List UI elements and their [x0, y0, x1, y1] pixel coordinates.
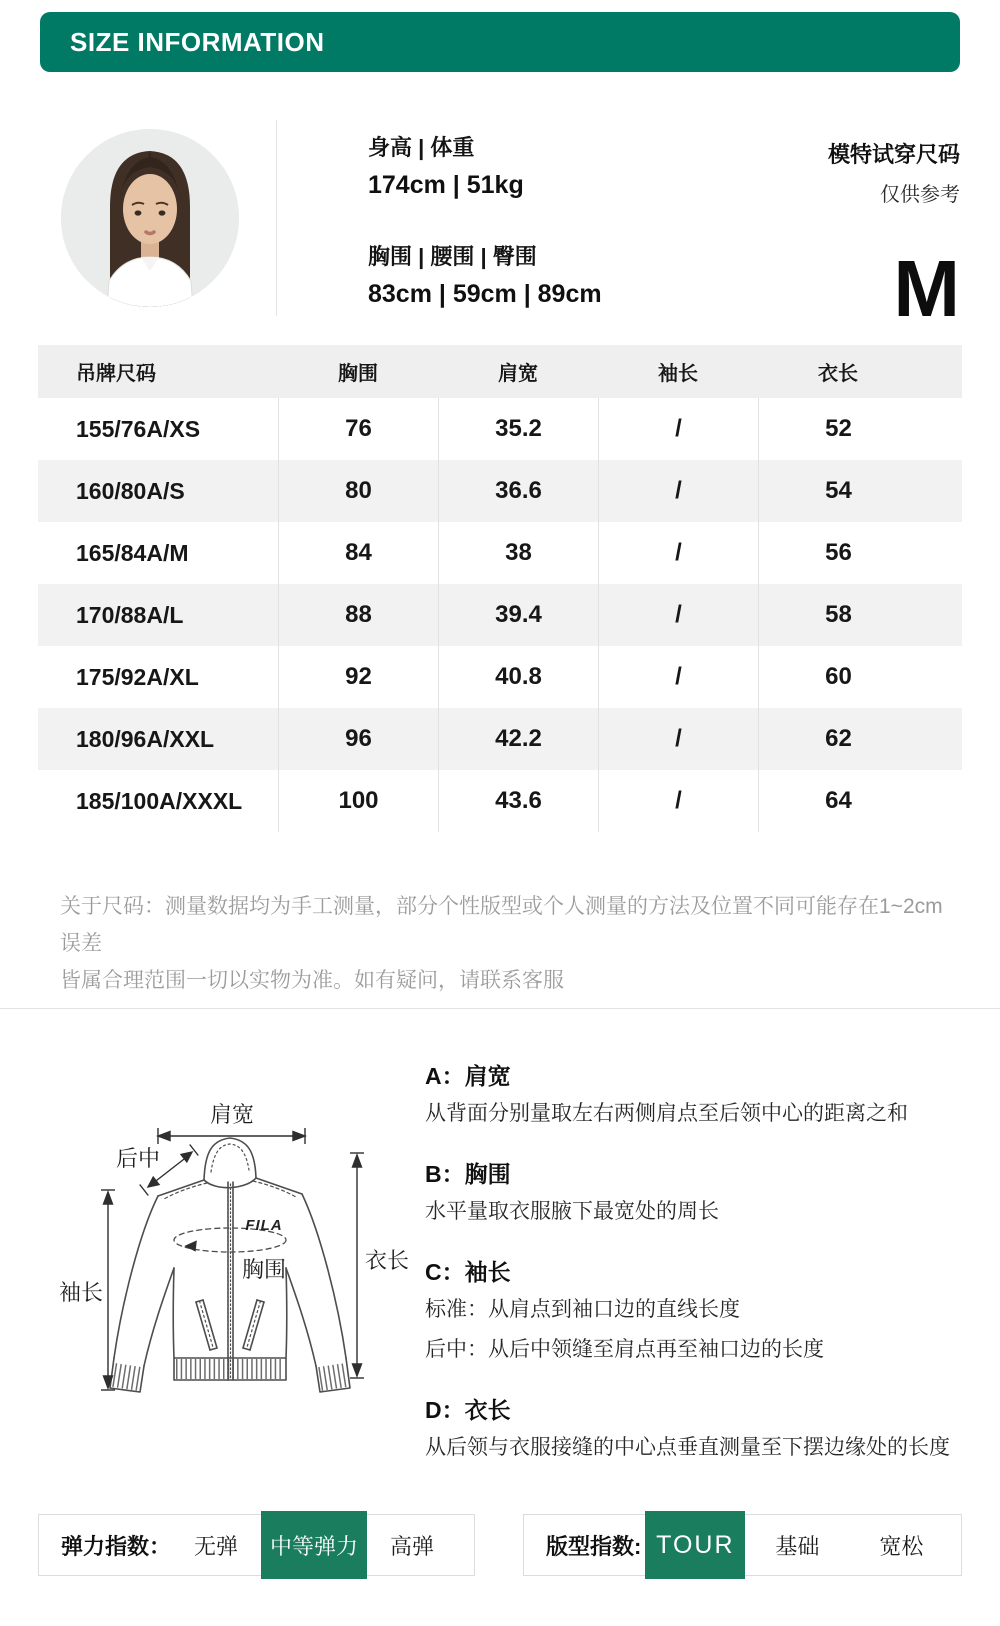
- column-header-shoulder: 肩宽: [498, 363, 538, 385]
- measurement-cell: 64: [758, 770, 918, 832]
- table-row: [38, 460, 962, 522]
- legend-a-desc: 从背面分别量取左右两侧肩点至后领中心的距离之和: [425, 1102, 908, 1125]
- measurement-cell: 40.8: [438, 646, 598, 708]
- measurement-cell: 76: [278, 398, 438, 460]
- size-label-cell: 180/96A/XXL: [76, 725, 215, 752]
- fila-logo: FILA: [245, 1217, 283, 1234]
- measurement-cell: /: [598, 646, 758, 708]
- fitting-size-value: M: [893, 244, 960, 333]
- fitting-size-block: [827, 138, 960, 333]
- legend-a-head: A：肩宽: [425, 1063, 511, 1089]
- legend-d-head: D：衣长: [425, 1397, 511, 1423]
- section-title: SIZE INFORMATION: [70, 26, 325, 57]
- column-header-sleeve: 袖长: [658, 363, 698, 385]
- diagram-back-center-label: 后中: [115, 1146, 161, 1171]
- size-label-cell: 185/100A/XXXL: [76, 787, 243, 814]
- measurement-cell: 38: [438, 522, 598, 584]
- measurement-legend: [425, 1062, 965, 1464]
- model-photo: [61, 129, 239, 307]
- legend-c-head: C：袖长: [425, 1259, 511, 1285]
- legend-c-desc-1: 标准：从肩点到袖口边的直线长度: [425, 1298, 740, 1321]
- fit-option-tour-selected: TOUR: [645, 1511, 745, 1579]
- size-table-body: [38, 398, 962, 832]
- size-label-cell: 160/80A/S: [76, 477, 185, 504]
- measurement-cell: 62: [758, 708, 918, 770]
- fit-option-loose: 宽松: [879, 1533, 924, 1559]
- disclaimer-line-1: 关于尺码：测量数据均为手工测量，部分个性版型或个人测量的方法及位置不同可能存在1~2cm误差: [60, 895, 943, 955]
- size-label-cell: 155/76A/XS: [76, 415, 201, 442]
- measurement-cell: /: [598, 708, 758, 770]
- diagram-chest-label: 胸围: [241, 1257, 287, 1282]
- diagram-length-label: 衣长: [364, 1248, 410, 1273]
- section-header-bar: [40, 12, 960, 72]
- size-label-cell: 165/84A/M: [76, 539, 189, 566]
- elasticity-option-none: 无弹: [194, 1533, 239, 1559]
- measurement-cell: 58: [758, 584, 918, 646]
- measurement-cell: 42.2: [438, 708, 598, 770]
- column-header-length: 衣长: [818, 363, 858, 385]
- measurement-cell: 52: [758, 398, 918, 460]
- height-weight-label: 身高 | 体重: [368, 135, 475, 160]
- measurement-cell: 100: [278, 770, 438, 832]
- measurement-cell: 60: [758, 646, 918, 708]
- column-header-chest: 胸围: [338, 363, 378, 385]
- measurement-cell: 88: [278, 584, 438, 646]
- column-header-size: 吊牌尺码: [76, 363, 156, 385]
- model-measurements: [368, 131, 602, 309]
- measurement-cell: 56: [758, 522, 918, 584]
- legend-b-desc: 水平量取衣服腋下最宽处的周长: [425, 1200, 719, 1223]
- size-table-header-row: [38, 345, 962, 398]
- measurement-cell: /: [598, 522, 758, 584]
- legend-d-desc: 从后领与衣服接缝的中心点垂直测量至下摆边缘处的长度: [425, 1436, 950, 1459]
- elasticity-label: 弹力指数：: [61, 1533, 172, 1559]
- table-row: [38, 584, 962, 646]
- jacket-measurement-diagram: [40, 1040, 420, 1450]
- fit-label: 版型指数:: [546, 1533, 642, 1559]
- body-measurements-label: 胸围 | 腰围 | 臀围: [368, 244, 537, 269]
- elasticity-option-medium-selected: 中等弹力: [261, 1511, 367, 1579]
- table-row: [38, 398, 962, 460]
- fitting-size-note: 仅供参考: [880, 184, 960, 206]
- legend-c-desc-2: 后中：从后中领缝至肩点再至袖口边的长度: [425, 1338, 824, 1361]
- measurement-cell: 92: [278, 646, 438, 708]
- size-table: [38, 345, 962, 832]
- fitting-size-title: 模特试穿尺码: [827, 142, 960, 167]
- fit-option-basic: 基础: [775, 1533, 820, 1559]
- measurement-cell: /: [598, 584, 758, 646]
- elasticity-option-high: 高弹: [390, 1533, 435, 1559]
- measurement-cell: 96: [278, 708, 438, 770]
- disclaimer-line-2: 皆属合理范围一切以实物为准。如有疑问，请联系客服: [60, 969, 564, 992]
- diagram-shoulder-label: 肩宽: [209, 1102, 255, 1127]
- table-row: [38, 646, 962, 708]
- measurement-cell: /: [598, 398, 758, 460]
- measurement-cell: 36.6: [438, 460, 598, 522]
- table-row: [38, 770, 962, 832]
- measurement-cell: 84: [278, 522, 438, 584]
- horizontal-divider: [0, 1008, 1000, 1009]
- table-row: [38, 708, 962, 770]
- measurement-cell: 39.4: [438, 584, 598, 646]
- fit-indicator: [523, 1514, 962, 1576]
- measurement-cell: 54: [758, 460, 918, 522]
- body-measurements-value: 83cm | 59cm | 89cm: [368, 280, 602, 308]
- measurement-cell: /: [598, 460, 758, 522]
- legend-b-head: B：胸围: [425, 1161, 511, 1187]
- model-photo-illustration: [61, 129, 239, 307]
- vertical-divider: [276, 120, 277, 316]
- size-label-cell: 170/88A/L: [76, 601, 184, 628]
- table-row: [38, 522, 962, 584]
- measurement-cell: 35.2: [438, 398, 598, 460]
- measurement-cell: 80: [278, 460, 438, 522]
- measurement-cell: /: [598, 770, 758, 832]
- height-weight-value: 174cm | 51kg: [368, 171, 524, 199]
- size-disclaimer: [60, 888, 950, 999]
- elasticity-indicator: [38, 1514, 475, 1576]
- measurement-cell: 43.6: [438, 770, 598, 832]
- size-label-cell: 175/92A/XL: [76, 663, 199, 690]
- diagram-sleeve-label: 袖长: [58, 1280, 104, 1305]
